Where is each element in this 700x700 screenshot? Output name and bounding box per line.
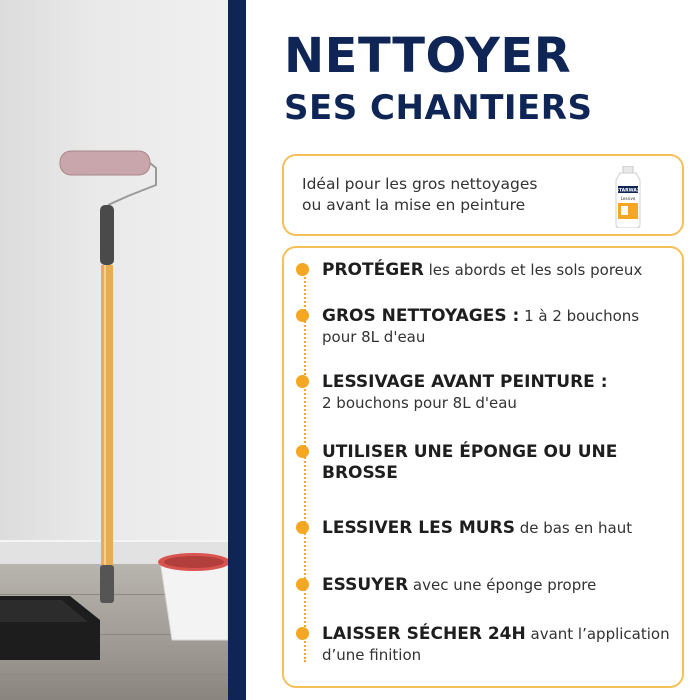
list-item: PROTÉGER les abords et les sols poreux (322, 260, 672, 281)
svg-text:STARWAX: STARWAX (615, 188, 641, 194)
timeline-line (304, 270, 307, 662)
list-item: GROS NETTOYAGES : 1 à 2 bouchons pour 8L d'eau (322, 306, 672, 348)
intro-box (282, 154, 684, 236)
instructions-list (282, 246, 684, 688)
list-item: UTILISER UNE ÉPONGE OU UNE BROSSE (322, 442, 672, 484)
list-item: LESSIVAGE AVANT PEINTURE : 2 bouchons pour 8L d'eau (322, 372, 672, 414)
bullet-dot-icon (296, 445, 309, 458)
page-title: NETTOYER (284, 28, 572, 84)
bullet-dot-icon (296, 627, 309, 640)
bullet-dot-icon (296, 375, 309, 388)
bullet-dot-icon (296, 309, 309, 322)
list-item: LESSIVER LES MURS de bas en haut (322, 518, 672, 539)
list-item: LAISSER SÉCHER 24H avant l’application d’une finition (322, 624, 672, 666)
intro-line-1: Idéal pour les gros nettoyages (302, 175, 538, 193)
separator-bar (228, 0, 246, 700)
bullet-dot-icon (296, 263, 309, 276)
product-bottle-icon (610, 166, 646, 228)
intro-line-2: ou avant la mise en peinture (302, 196, 526, 214)
svg-text:Lessive: Lessive (620, 196, 636, 201)
bullet-dot-icon (296, 521, 309, 534)
list-item: ESSUYER avec une éponge propre (322, 575, 672, 596)
product-photo (0, 0, 228, 700)
paint-roller-illustration (0, 0, 228, 700)
bullet-dot-icon (296, 578, 309, 591)
intro-text (302, 174, 572, 216)
page-subtitle: SES CHANTIERS (284, 88, 593, 128)
